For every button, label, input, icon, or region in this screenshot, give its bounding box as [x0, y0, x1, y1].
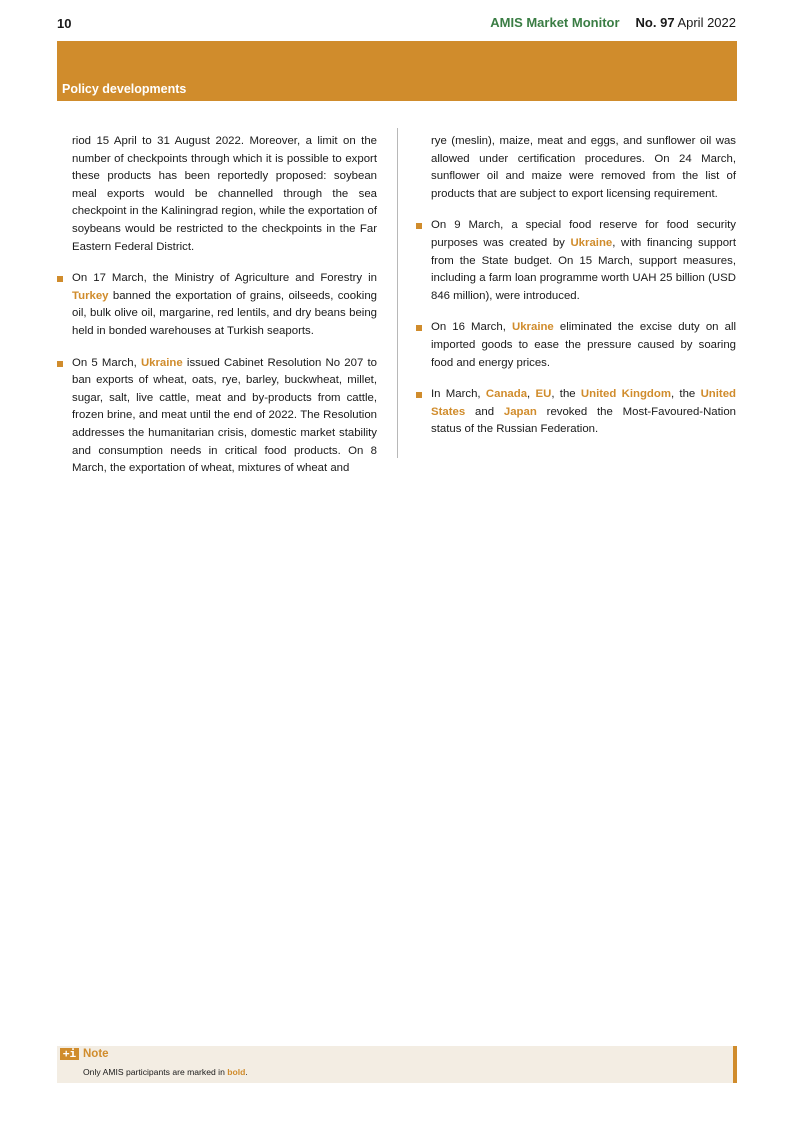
note-box	[57, 1046, 737, 1083]
running-head	[490, 15, 736, 30]
country-name: Canada	[485, 388, 528, 401]
bullet-text: , the	[551, 388, 581, 401]
bullet-square-icon	[57, 361, 63, 367]
note-text	[83, 1067, 248, 1077]
bullet-square-icon	[416, 392, 422, 398]
section-header-band	[57, 41, 737, 101]
bullet-text: revoked the Most-Favoured-Nation status of the Russian Federation.	[431, 405, 736, 436]
note-text-part: .	[245, 1067, 248, 1077]
left-column	[57, 133, 377, 492]
bullet-text: ,	[527, 388, 536, 401]
note-title: Note	[83, 1048, 109, 1060]
country-name: Ukraine	[140, 356, 183, 369]
issue-date: April 2022	[677, 15, 736, 30]
bullet-text: On 16 March,	[431, 321, 512, 334]
continuation-paragraph: riod 15 April to 31 August 2022. Moreover, a limit on the number of checkpoints through which it is possible to export these products has been reportedly proposed: soybean meal exports would be channelled through the sea checkpoint in the Kaliningrad region, while the exportation of soybeans would be restricted to the checkpoints in the Far Eastern Federal District.	[72, 135, 377, 253]
country-name: Japan	[503, 405, 537, 418]
bullet-item-food-reserve	[416, 217, 736, 305]
bullet-item-mfn-status	[416, 386, 736, 439]
country-name: United Kingdom	[580, 388, 671, 401]
continuation-paragraph: rye (meslin), maize, meat and eggs, and sunflower oil was allowed under certification procedures. On 24 March, sunflower oil and maize were removed from the list of products that are subject to export licensing requirement.	[431, 135, 736, 200]
country-name: EU	[535, 388, 552, 401]
publication-title: AMIS Market Monitor	[490, 15, 620, 30]
bullet-square-icon	[416, 223, 422, 229]
page-number: 10	[57, 16, 72, 31]
bullet-text: , the	[670, 388, 701, 401]
column-divider	[397, 128, 398, 458]
bullet-text: On 5 March,	[72, 356, 141, 369]
country-name: Ukraine	[570, 236, 613, 249]
note-text-part: Only AMIS participants are marked in	[83, 1067, 228, 1077]
bullet-text: In March,	[431, 388, 486, 401]
bullet-text: eliminated the excise duty on all imported goods to ease the pressure caused by soaring food and energy prices.	[431, 321, 737, 369]
bullet-text: issued Cabinet Resolution No 207 to ban exports of wheat, oats, rye, barley, buckwheat, millet, sugar, salt, live cattle, meat and by-products from cattle, frozen brine, and meat until the end of 2022. The Resolution addresses the humanitarian crisis, domestic market stability and consumption needs in critical food products. On 8 March, the exportation of wheat, mixtures of wheat and	[72, 356, 377, 475]
issue-number: No. 97	[635, 15, 675, 30]
bullet-square-icon	[416, 325, 422, 331]
bullet-text: banned the exportation of grains, oilseeds, cooking oil, bulk olive oil, margarine, red lentils, and dry beans being held in bonded warehouses at Turkish seaports.	[72, 289, 377, 337]
bullet-text: On 9 March, a special food reserve for food security purposes was created by	[431, 219, 736, 249]
right-column	[416, 133, 736, 453]
country-name: Turkey	[72, 289, 109, 302]
bullet-text: and	[465, 405, 504, 418]
bullet-item-ukraine-export-ban	[57, 355, 377, 478]
section-title: Policy developments	[62, 82, 187, 96]
bullet-item-turkey	[57, 270, 377, 340]
country-name: Ukraine	[511, 321, 554, 334]
bullet-item-excise-duty	[416, 319, 736, 372]
info-plus-icon: +i	[60, 1048, 79, 1060]
bullet-square-icon	[57, 276, 63, 282]
bullet-text: , with financing support from the State budget. On 15 March, support measures, including a farm loan programme worth UAH 25 billion (USD 846 million), were introduced.	[431, 236, 736, 302]
note-bold-word: bold	[227, 1067, 246, 1077]
country-name: United States	[431, 388, 736, 418]
bullet-text: On 17 March, the Ministry of Agriculture and Forestry in	[72, 272, 377, 285]
